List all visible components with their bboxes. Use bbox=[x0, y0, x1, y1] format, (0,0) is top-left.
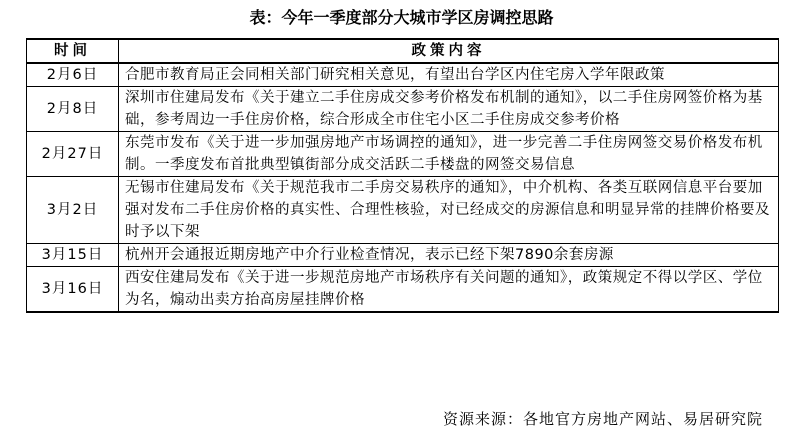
table-row bbox=[27, 132, 779, 177]
row-date: 3月16日 bbox=[27, 267, 119, 313]
row-content: 深圳市住建局发布《关于建立二手住房成交参考价格发布机制的通知》，以二手住房网签价格为基础，参考周边一手住房价格，综合形成全市住宅小区二手住房成交参考价格 bbox=[119, 87, 779, 132]
table-row bbox=[27, 244, 779, 267]
policy-table bbox=[26, 38, 779, 313]
source-note: 资源来源：各地官方房地产网站、易居研究院 bbox=[442, 410, 763, 428]
row-date: 2月8日 bbox=[27, 87, 119, 132]
table-row bbox=[27, 267, 779, 313]
row-date: 2月27日 bbox=[27, 132, 119, 177]
table-row bbox=[27, 87, 779, 132]
row-content: 无锡市住建局发布《关于规范我市二手房交易秩序的通知》，中介机构、各类互联网信息平台要加强对发布二手住房价格的真实性、合理性核验，对已经成交的房源信息和明显异常的挂牌价格要及时予以下架 bbox=[119, 177, 779, 244]
row-date: 2月6日 bbox=[27, 63, 119, 87]
row-content: 杭州开会通报近期房地产中介行业检查情况，表示已经下架7890余套房源 bbox=[119, 244, 779, 267]
row-date: 3月2日 bbox=[27, 177, 119, 244]
table-title: 表：今年一季度部分大城市学区房调控思路 bbox=[249, 8, 554, 27]
header-content: 政策内容 bbox=[119, 39, 779, 63]
row-content: 西安住建局发布《关于进一步规范房地产市场秩序有关问题的通知》，政策规定不得以学区、学位为名，煽动出卖方抬高房屋挂牌价格 bbox=[119, 267, 779, 313]
header-date: 时间 bbox=[27, 39, 119, 63]
table-row bbox=[27, 177, 779, 244]
row-content: 合肥市教育局正会同相关部门研究相关意见，有望出台学区内住宅房入学年限政策 bbox=[119, 63, 779, 87]
row-content: 东莞市发布《关于进一步加强房地产市场调控的通知》，进一步完善二手住房网签交易价格发布机制。一季度发布首批典型镇街部分成交活跃二手楼盘的网签交易信息 bbox=[119, 132, 779, 177]
table-header-row bbox=[27, 39, 779, 63]
row-date: 3月15日 bbox=[27, 244, 119, 267]
table-row bbox=[27, 63, 779, 87]
